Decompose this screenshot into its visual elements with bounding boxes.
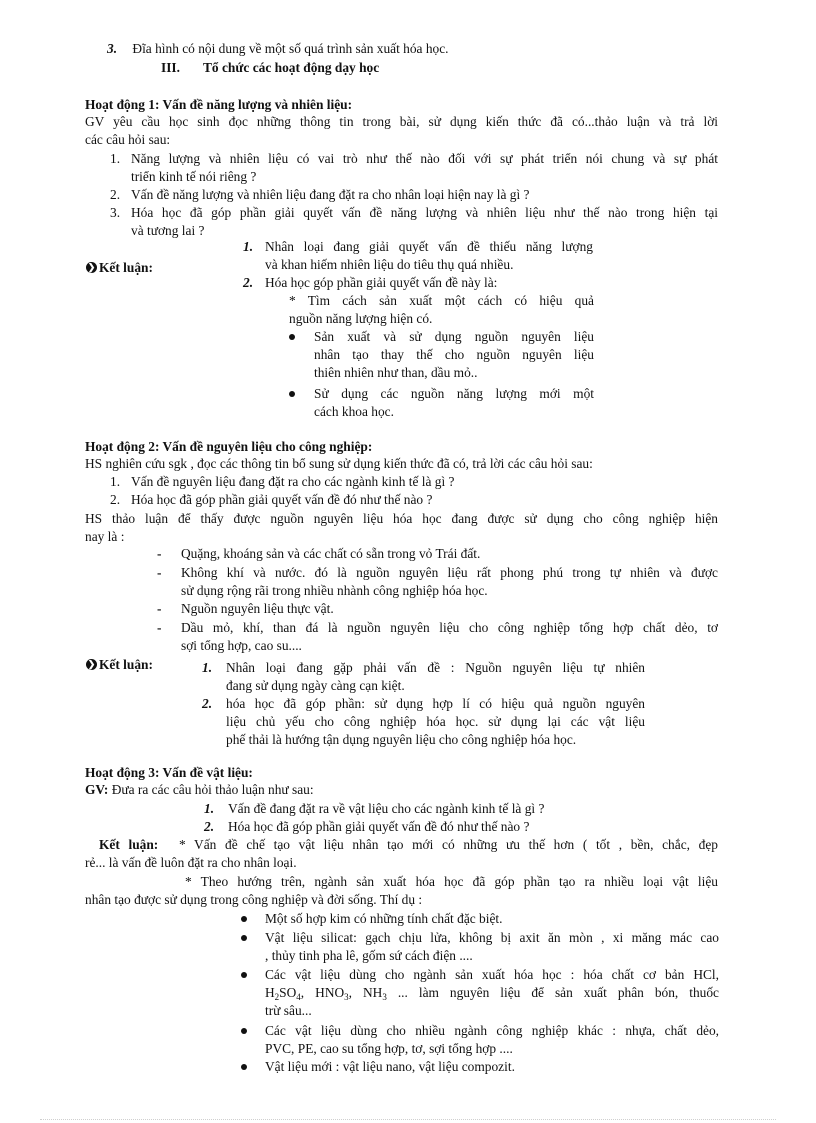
bullet-item <box>241 910 502 928</box>
list-text: Nguồn nguyên liệu thực vật. <box>181 601 334 616</box>
star-item <box>289 292 594 328</box>
list-text: nguồn năng lượng hiện có. <box>289 311 433 326</box>
dash-bullet: - <box>157 601 162 616</box>
conclusion-item <box>202 695 645 749</box>
list-text: Không khí và nước. đó là nguồn nguyên liệu rất phong phú trong tự nhiên và được <box>181 565 718 580</box>
conclusion-label-text: Kết luận: <box>99 657 153 672</box>
conclusion-item <box>243 238 593 274</box>
list-text: và khan hiếm nhiên liệu do tiêu thụ quá nhiều. <box>265 257 514 272</box>
list-text: Dầu mỏ, khí, than đá là nguồn nguyên liệu cho công nghiệp tổng hợp chất dẻo, tơ <box>181 620 718 635</box>
bullet-icon <box>241 1064 247 1070</box>
list-number: 2. <box>110 492 121 507</box>
list-number: 1. <box>204 801 215 816</box>
bullet-icon <box>241 935 247 941</box>
list-number: 3. <box>110 205 121 220</box>
conclusion-label <box>86 656 153 674</box>
bullet-icon <box>241 916 247 922</box>
list-text: trừ sâu... <box>265 1003 312 1018</box>
conclusion-bullet-icon: ❯ <box>87 659 96 670</box>
section-title: Tổ chức các hoạt động dạy học <box>203 60 380 75</box>
list-item <box>110 186 529 204</box>
list-item <box>204 818 529 836</box>
bullet-icon <box>241 1028 247 1034</box>
list-text: Vấn đề năng lượng và nhiên liệu đang đặt ra cho nhân loại hiện nay là gì ? <box>131 187 530 202</box>
section-number: III. <box>161 60 180 75</box>
conclusion-label <box>86 259 153 277</box>
conclusion-line: * Theo hướng trên, ngành sản xuất hóa học đã góp phần tạo ra nhiều loại vật liệu <box>185 874 718 889</box>
list-text: Hóa học đã góp phần giải quyết vấn đề năng lượng và nhiên liệu như thế nào trong hiện tại <box>131 205 718 220</box>
section-heading <box>161 59 380 77</box>
activity-3-intro <box>85 781 314 799</box>
list-text: , thủy tinh pha lê, gốm sứ cách điện .... <box>265 948 473 963</box>
list-text: Hóa học đã góp phần giải quyết vấn đề đó như thế nào ? <box>228 819 530 834</box>
list-number: 1. <box>110 151 121 166</box>
list-text: Hóa học đã góp phần giải quyết vấn đề đó như thế nào ? <box>131 492 433 507</box>
list-text: sử dụng rộng rãi trong nhiều nhành công nghiệp hóa học. <box>181 583 488 598</box>
conclusion-line: nhân tạo được sử dụng trong công nghiệp và đời sống. Thí dụ : <box>85 892 423 907</box>
list-text: nhân tạo thay thế cho nguồn nguyên liệu <box>314 347 594 362</box>
bullet-item <box>241 929 719 965</box>
list-text: * Tìm cách sản xuất một cách có hiệu quả <box>289 293 594 308</box>
bullet-icon <box>289 334 295 340</box>
dash-bullet: - <box>157 546 162 561</box>
list-text: triển kinh tế nói riêng ? <box>131 169 257 184</box>
bullet-item <box>289 385 594 421</box>
activity-3-title: Hoạt động 3: Vấn đề vật liệu: <box>85 765 253 780</box>
list-text: Vấn đề nguyên liệu đang đặt ra cho các ngành kinh tế là gì ? <box>131 474 455 489</box>
formula-nh3: $NH_3$ <box>363 985 387 1002</box>
list-text <box>265 984 719 1002</box>
list-number: 1. <box>110 474 121 489</box>
conclusion-text: * Vấn đề chế tạo vật liệu nhân tạo mới có những ưu thế hơn ( tốt , bền, chắc, đẹp <box>178 837 718 852</box>
conclusion-label: Kết luận: <box>99 837 159 852</box>
formula-h2so4: $H_2SO_4$, <box>265 985 305 1002</box>
list-number: 3. <box>107 41 118 56</box>
dash-item <box>157 600 334 618</box>
list-number: 2. <box>204 819 215 834</box>
gv-label: GV: <box>85 782 109 797</box>
formula-hno3: $HNO_3$, <box>315 985 353 1002</box>
list-text: Các vật liệu dùng cho nhiều ngành công nghiệp khác : nhựa, chất dẻo, <box>265 1023 719 1038</box>
list-text: Vật liệu silicat: gạch chịu lửa, không bị axit ăn mòn , xi măng mác cao <box>265 930 719 945</box>
list-number: 1. <box>243 239 254 254</box>
bullet-item <box>241 1022 719 1058</box>
list-item <box>110 473 455 491</box>
list-text: cách khoa học. <box>314 404 394 419</box>
list-text: PVC, PE, cao su tổng hợp, tơ, sợi tổng hợp .... <box>265 1041 513 1056</box>
list-text: Quặng, khoáng sản và các chất có sẵn trong vỏ Trái đất. <box>181 546 481 561</box>
intro-line: các câu hỏi sau: <box>85 132 171 147</box>
list-item <box>204 800 544 818</box>
list-text: Các vật liệu dùng cho ngành sản xuất hóa học : hóa chất cơ bản HCl, <box>265 967 719 982</box>
list-number: 1. <box>202 660 213 675</box>
list-number: 2. <box>110 187 121 202</box>
list-text: thiên nhiên như than, dầu mỏ.. <box>314 365 478 380</box>
conclusion-item <box>243 274 497 292</box>
list-text: Vấn đề đang đặt ra về vật liệu cho các ngành kinh tế là gì ? <box>228 801 545 816</box>
conclusion-block <box>85 836 718 872</box>
list-item <box>110 491 432 509</box>
gv-text: Đưa ra các câu hỏi thảo luận như sau: <box>111 782 314 797</box>
conclusion-line: rẻ... là vấn đề luôn đặt ra cho nhân loại. <box>85 855 297 870</box>
list-text: Năng lượng và nhiên liệu có vai trò như thế nào đối với sự phát triển nói chung và sự phát <box>131 151 718 166</box>
paragraph-line: nay là : <box>85 529 125 544</box>
dash-item <box>157 545 480 563</box>
list-text: đang sử dụng ngày càng cạn kiệt. <box>226 678 405 693</box>
activity-2-title: Hoạt động 2: Vấn đề nguyên liệu cho công nghiệp: <box>85 439 373 454</box>
list-text-rest: ... làm nguyên liệu để sản xuất phân bón, thuốc <box>397 985 719 1000</box>
discussion-text <box>85 510 718 546</box>
paragraph-line: HS thảo luận để thấy được nguồn nguyên liệu hóa học đang được sử dụng cho công nghiệp hiện <box>85 511 718 526</box>
list-item <box>107 40 449 58</box>
list-text: và tương lai ? <box>131 223 205 238</box>
list-text: Nhân loại đang giải quyết vấn đề thiếu năng lượng <box>265 239 593 254</box>
conclusion-bullet-icon: ❯ <box>87 262 96 273</box>
list-item <box>110 204 718 240</box>
conclusion-item <box>202 659 645 695</box>
list-text: Vật liệu mới : vật liệu nano, vật liệu compozit. <box>265 1059 515 1074</box>
list-text: sợi tổng hợp, cao su.... <box>181 638 302 653</box>
dash-bullet: - <box>157 565 162 580</box>
bullet-item <box>241 1058 515 1076</box>
list-text: phế thải là hướng tận dụng nguyên liệu cho công nghiệp hóa học. <box>226 732 577 747</box>
dash-item <box>157 564 718 600</box>
list-text: Một số hợp kim có những tính chất đặc biệt. <box>265 911 503 926</box>
bullet-item <box>241 966 719 1020</box>
activity-1-intro <box>85 113 718 149</box>
activity-1-title: Hoạt động 1: Vấn đề năng lượng và nhiên liệu: <box>85 97 353 112</box>
list-text: Sản xuất và sử dụng nguồn nguyên liệu <box>314 329 594 344</box>
intro-line: GV yêu cầu học sinh đọc những thông tin trong bài, sử dụng kiến thức đã có...thảo luận và trả lời <box>85 114 718 129</box>
bullet-item <box>289 328 594 382</box>
list-text: hóa học đã góp phần: sử dụng hợp lí có hiệu quả nguồn nguyên <box>226 696 645 711</box>
bullet-icon <box>241 972 247 978</box>
conclusion-block <box>85 873 718 909</box>
list-text: Sử dụng các nguồn năng lượng mới một <box>314 386 594 401</box>
list-text: Hóa học góp phần giải quyết vấn đề này là: <box>265 275 498 290</box>
bullet-icon <box>289 391 295 397</box>
conclusion-line <box>85 836 718 854</box>
dash-bullet: - <box>157 620 162 635</box>
page-bottom-divider <box>40 1119 776 1120</box>
list-item <box>110 150 718 186</box>
list-number: 2. <box>243 275 254 290</box>
list-number: 2. <box>202 696 213 711</box>
list-text: Đĩa hình có nội dung về một số quá trình sản xuất hóa học. <box>132 41 449 56</box>
dash-item <box>157 619 718 655</box>
conclusion-label-text: Kết luận: <box>99 260 153 275</box>
activity-2-intro: HS nghiên cứu sgk , đọc các thông tin bổ sung sử dụng kiến thức đã có, trả lời các câu hỏi sau: <box>85 456 593 471</box>
list-text: Nhân loại đang gặp phải vấn đề : Nguồn nguyên liệu tự nhiên <box>226 660 645 675</box>
list-text: liệu chủ yếu cho công nghiệp hóa học. sử dụng lại các vật liệu <box>226 714 645 729</box>
